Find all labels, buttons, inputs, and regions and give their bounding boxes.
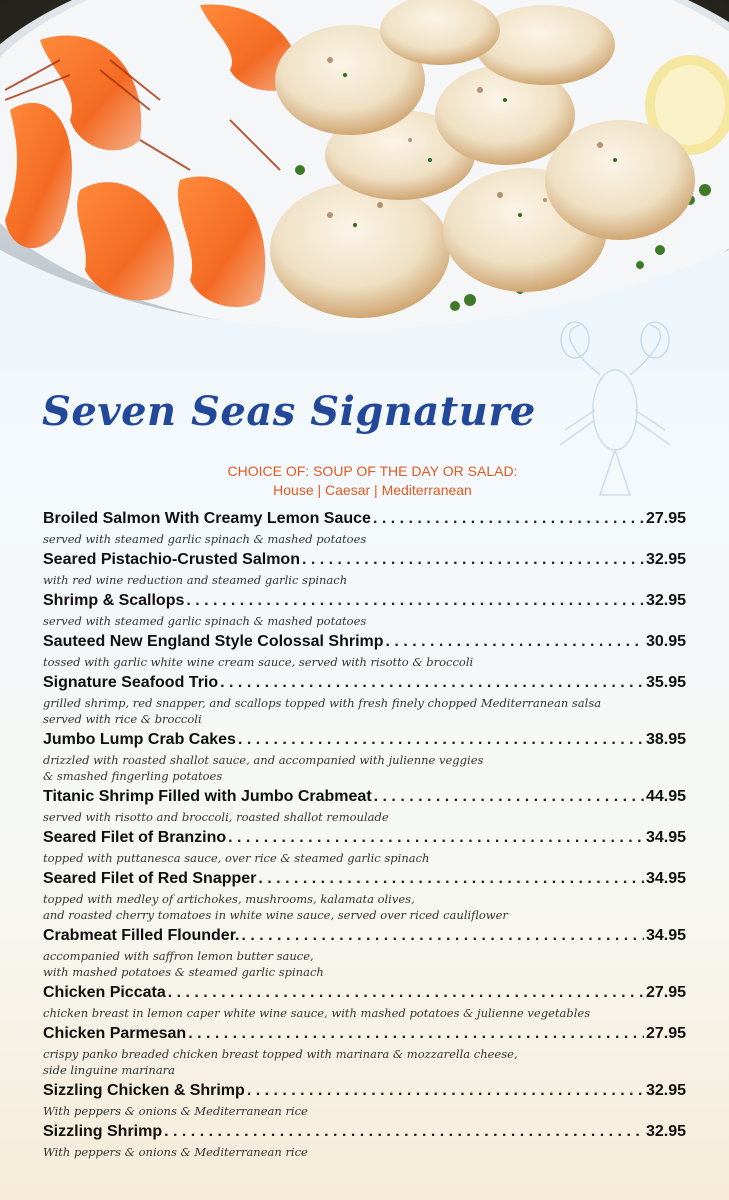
menu-item-name: Shrimp & Scallops [43, 592, 185, 609]
menu-item [43, 927, 686, 984]
menu-item-name: Crabmeat Filled Flounder. [43, 927, 240, 944]
menu-item-price: 27.95 [645, 1025, 686, 1042]
menu-item-row [43, 731, 686, 752]
menu-item [43, 510, 686, 551]
menu-item-price: 27.95 [645, 510, 686, 527]
menu-item-description: and roasted cherry tomatoes in white wine sauce, served over riced cauliflower [43, 908, 508, 922]
menu-item-price: 44.95 [645, 788, 686, 805]
menu-item-description: grilled shrimp, red snapper, and scallops topped with fresh finely chopped Mediterranean salsa [43, 696, 602, 710]
dot-leader [220, 674, 644, 692]
menu-item-price: 34.95 [645, 829, 686, 846]
menu-item-description: served with risotto and broccoli, roasted shallot remoulade [43, 810, 389, 824]
dot-leader [302, 551, 644, 569]
dot-leader [188, 1025, 644, 1043]
menu-item-row [43, 927, 686, 948]
dot-leader [228, 829, 644, 847]
dot-leader [374, 788, 644, 806]
menu-item-name: Sizzling Chicken & Shrimp [43, 1082, 245, 1099]
menu-item-name: Broiled Salmon With Creamy Lemon Sauce [43, 510, 371, 527]
dot-leader [386, 633, 644, 651]
menu-item [43, 1123, 686, 1164]
menu-item-description: side linguine marinara [43, 1063, 176, 1077]
menu-item-name: Chicken Piccata [43, 984, 166, 1001]
menu-item-description: accompanied with saffron lemon butter sauce, [43, 949, 314, 963]
menu-item-description: with red wine reduction and steamed garlic spinach [43, 573, 348, 587]
section-title: Seven Seas Signature [42, 388, 536, 435]
dot-leader [247, 1082, 644, 1100]
menu-item-description: topped with puttanesca sauce, over rice & steamed garlic spinach [43, 851, 430, 865]
choice-heading: CHOICE OF: SOUP OF THE DAY OR SALAD: [227, 463, 518, 479]
menu-item-price: 32.95 [645, 551, 686, 568]
menu-item-name: Signature Seafood Trio [43, 674, 219, 691]
menu-item-price: 32.95 [645, 1082, 686, 1099]
menu-item [43, 633, 686, 674]
menu-item-row [43, 592, 686, 613]
menu-item [43, 674, 686, 731]
menu-item-name: Sauteed New England Style Colossal Shrimp [43, 633, 384, 650]
menu-item-description: chicken breast in lemon caper white wine sauce, with mashed potatoes & julienne vegetables [43, 1006, 591, 1020]
menu-item-row [43, 788, 686, 809]
menu-item-price: 32.95 [645, 1123, 686, 1140]
menu-item-name: Sizzling Shrimp [43, 1123, 163, 1140]
menu-item-description: served with rice & broccoli [43, 712, 202, 726]
menu-item-row [43, 551, 686, 572]
menu-item [43, 1082, 686, 1123]
menu-item-row [43, 510, 686, 531]
menu-item-row [43, 870, 686, 891]
menu-item-price: 34.95 [645, 927, 686, 944]
menu-item-row [43, 1025, 686, 1046]
menu-item-description: with mashed potatoes & steamed garlic spinach [43, 965, 324, 979]
menu-item-price: 34.95 [645, 870, 686, 887]
menu-item-row [43, 829, 686, 850]
menu-item-row [43, 633, 686, 654]
dot-leader [164, 1123, 644, 1141]
menu-item-row [43, 674, 686, 695]
menu-item-price: 35.95 [645, 674, 686, 691]
menu-item [43, 1025, 686, 1082]
dot-leader [238, 731, 644, 749]
menu-item [43, 984, 686, 1025]
choice-options: House | Caesar | Mediterranean [273, 482, 472, 498]
menu-item-name: Seared Pistachio-Crusted Salmon [43, 551, 300, 568]
menu-item-row [43, 1082, 686, 1103]
menu-item [43, 829, 686, 870]
menu-item-row [43, 984, 686, 1005]
menu-item [43, 592, 686, 633]
menu-item-description: & smashed fingerling potatoes [43, 769, 223, 783]
dot-leader [186, 592, 644, 610]
menu-item-description: topped with medley of artichokes, mushrooms, kalamata olives, [43, 892, 415, 906]
menu-item [43, 731, 686, 788]
dot-leader [373, 510, 644, 528]
menu-item-price: 30.95 [645, 633, 686, 650]
dot-leader [168, 984, 644, 1002]
menu-item-price: 32.95 [645, 592, 686, 609]
menu-items-list [43, 510, 686, 1164]
dot-leader [241, 927, 643, 945]
menu-item-description: crispy panko breaded chicken breast topped with marinara & mozzarella cheese, [43, 1047, 518, 1061]
menu-item-description: served with steamed garlic spinach & mashed potatoes [43, 614, 367, 628]
menu-item [43, 870, 686, 927]
menu-item-name: Seared Filet of Branzino [43, 829, 227, 846]
dot-leader [258, 870, 644, 888]
menu-item-name: Chicken Parmesan [43, 1025, 187, 1042]
menu-item-price: 27.95 [645, 984, 686, 1001]
menu-item-description: served with steamed garlic spinach & mashed potatoes [43, 532, 367, 546]
menu-item-description: With peppers & onions & Mediterranean rice [43, 1104, 308, 1118]
menu-item-name: Seared Filet of Red Snapper [43, 870, 257, 887]
menu-item [43, 788, 686, 829]
menu-item-name: Titanic Shrimp Filled with Jumbo Crabmeat [43, 788, 372, 805]
hero-food-image [0, 0, 729, 370]
menu-item-description: With peppers & onions & Mediterranean rice [43, 1145, 308, 1159]
seafood-platter-illustration [0, 0, 729, 370]
menu-item-description: drizzled with roasted shallot sauce, and accompanied with julienne veggies [43, 753, 484, 767]
menu-item [43, 551, 686, 592]
menu-item-name: Jumbo Lump Crab Cakes [43, 731, 236, 748]
menu-item-price: 38.95 [645, 731, 686, 748]
menu-item-row [43, 1123, 686, 1144]
menu-item-description: tossed with garlic white wine cream sauce, served with risotto & broccoli [43, 655, 474, 669]
